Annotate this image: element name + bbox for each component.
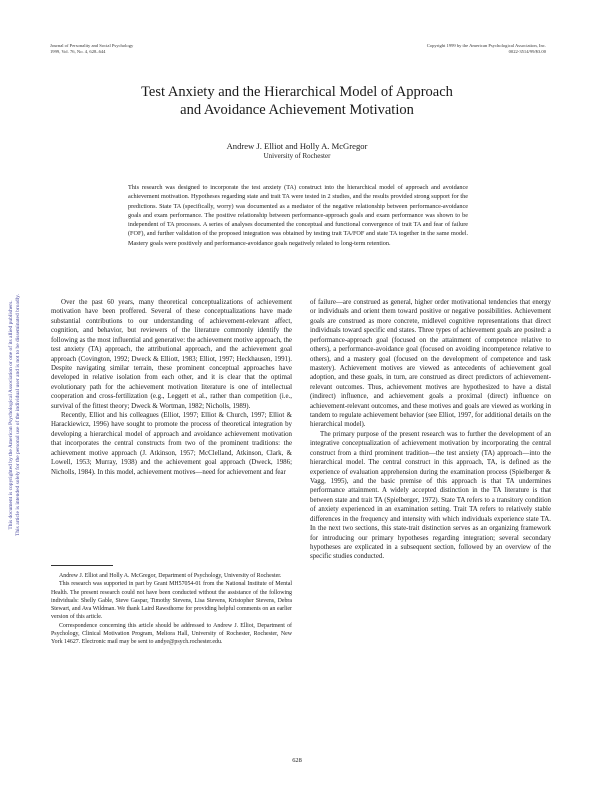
body-paragraph: Over the past 60 years, many theoretical conceptualizations of achievement motivation have been proffered. Several of these conceptualizations have made substantial contributions to our understanding of achievement-relevant affect, cognition, and behavior, but reviewers of the literature commonly identify the following as the most influential and generative: the achievement motive approach, the test anxiety (TA) approach, the attributional approach, and the achievement goal approach (Covington, 1992; Dweck & Elliott, 1983; Elliot, 1997; Heckhausen, 1991). Despite navigating similar terrain, these prominent conceptual approaches have developed in relative isolation from each other, and it is clear that the optimal evolutionary path for the achievement motivation literature is one of intellectual cooperation and cross-fertilization (e.g., Leggett et al., rather than competition (i.e., survival of the fittest theory; Dweck & Wortman, 1982; Nicholls, 1989).	[51, 299, 292, 410]
body-paragraph: of failure—are construed as general, higher order motivational tendencies that energy or individuals and orient them toward positive or negative possibilities. Achievement goals are construed as more concrete, midlevel cognitive representations that direct individuals toward specific end states. Three types of achievement goals are posited: a performance-approach goal (focused on the attainment of competence relative to others), a performance-avoidance goal (focused on avoiding incompetence relative to others), and a mastery goal (focused on the development of competence and task mastery). Achievement motives are viewed as antecedents of achievement goal adoption, and these goals, in turn, are construed as direct predictors of achievement-relevant outcomes. Thus, achievement motives are hypothesized to have a distal (indirect) influence, and achievement goals a proximal (direct) influence on achievement-relevant outcomes, and these motives and goals are viewed as working in tandem to regulate achievement behavior (see Elliot, 1997, for additional details on the hierarchical model).	[310, 299, 551, 429]
body-paragraph: The primary purpose of the present research was to further the development of an integrative conceptualization of achievement motivation by incorporating the central construct from a third prominent tradition—the test anxiety (TA) approach—into the hierarchical model. The central construct in this approach, TA, is defined as the experience of evaluation apprehension during the examination process (Spielberger & Vagg, 1995), and the basic premise of this approach is that TA undermines performance attainment. A widely accepted distinction in the TA literature is that between state and trait TA (Spielberger, 1972). State TA refers to a transitory condition of anxiety experienced in an examination setting. Trait TA refers to relatively stable differences in the frequency and intensity with which individuals experience state TA. In the next two sections, this state-trait distinction serves as an organizing framework for introducing our primary hypotheses regarding integration; several secondary hypotheses are explicated in a subsequent section, followed by an overview of the specific studies conducted.	[310, 430, 551, 561]
side-copyright-notice	[8, 225, 21, 605]
footnote-divider	[51, 565, 113, 566]
journal-volume: 1999, Vol. 76, No. 4, 628–644	[50, 49, 106, 54]
side-notice-line-1: This document is copyrighted by the American Psychological Association or one of its allied publishers.	[8, 300, 14, 530]
abstract: This research was designed to incorporate the test anxiety (TA) construct into the hierarchical model of approach and avoidance achievement motivation. Hypotheses regarding state and trait TA were tested in 2 studies, and the results provided strong support for the predictions. State TA (specifically, worry) was documented as a mediator of the negative relationship between performance-avoidance goals and exam performance. The positive relationship between performance-approach goals and exam performance was shown to be independent of TA processes. A series of analyses documented the conceptual and functional convergence of trait TA and fear of failure (FOF), and further validation of the proposed integration was obtained by testing trait TA/FOF and state TA together in the same model. Mastery goals were positively and performance-avoidance goals negatively related to long-term retention.	[128, 184, 468, 247]
page-number: 628	[292, 757, 302, 764]
footnote-author-note: Andrew J. Elliot and Holly A. McGregor, Department of Psychology, University of Rochester.	[59, 573, 282, 579]
footnote-funding: This research was supported in part by Grant MH57054-01 from the National Institute of Mental Health. The present research could not have been conducted without the assistance of the following individuals: Shelly Gable, Steve Gaspar, Timothy Stevens, Lisa Stevens, Kristopher Stevens, Debra Stewart, and Ava Wildman. We thank Laird Rawsthorne for providing helpful comments on an earlier version of this article.	[51, 581, 292, 621]
title-line-1: Test Anxiety and the Hierarchical Model of Approach	[141, 84, 453, 100]
footnotes	[51, 572, 292, 646]
body-column-right	[310, 298, 551, 562]
body-paragraph: Recently, Elliot and his colleagues (Elliot, 1997; Elliot & Church, 1997; Elliot & Harackiewicz, 1996) have sought to promote the process of theoretical integration by developing a hierarchical model of approach and avoidance achievement motivation that incorporates the central constructs from two of the prominent traditions: the achievement motive approach (J. Atkinson, 1957; McClelland, Atkinson, Clark, & Lowell, 1953; Murray, 1938) and the achievement goal approach (Dweck, 1986; Nicholls, 1984). In this model, achievement motives—need for achievement and fear	[51, 412, 292, 476]
copyright-line: Copyright 1999 by the American Psychological Association, Inc.	[426, 43, 546, 48]
issn-line: 0022-3514/99/$3.00	[508, 49, 546, 54]
side-notice-line-2: This article is intended solely for the personal use of the individual user and is not to be disseminated broadly.	[15, 294, 21, 536]
title-line-2: and Avoidance Achievement Motivation	[180, 101, 414, 118]
authors: Andrew J. Elliot and Holly A. McGregor	[226, 141, 368, 151]
body-column-left	[51, 298, 292, 477]
affiliation: University of Rochester	[263, 152, 331, 160]
journal-name: Journal of Personality and Social Psychology	[50, 43, 134, 48]
copyright-header	[306, 43, 546, 55]
article-title	[0, 84, 594, 119]
footnote-correspondence: Correspondence concerning this article should be addressed to Andrew J. Elliot, Department of Psychology, Clinical Motivation Program, Meliora Hall, University of Rochester, Rochester, New York 14627. Electronic mail may be sent to andye@psych.rochester.edu.	[51, 622, 292, 645]
journal-header	[50, 43, 250, 55]
